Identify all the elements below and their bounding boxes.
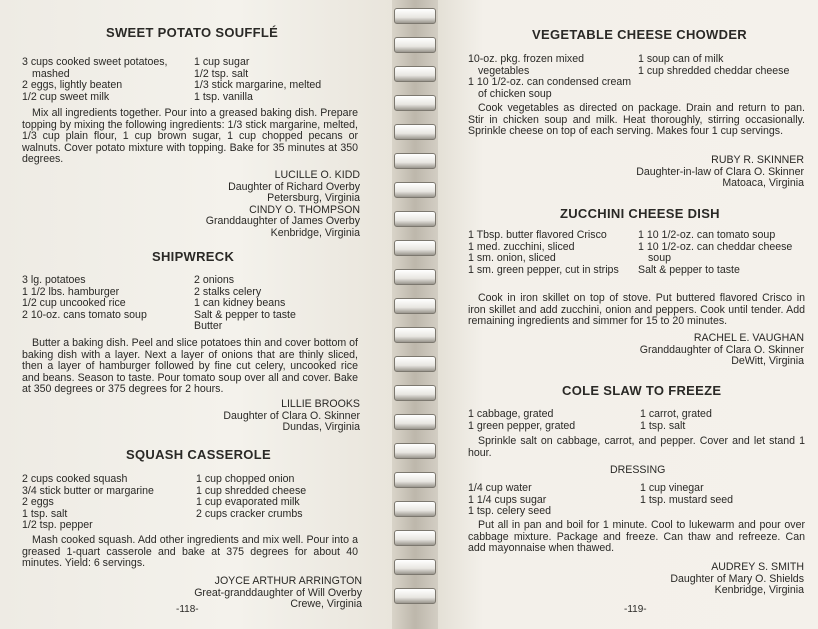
credit-line: Kenbridge, Virginia [270, 226, 360, 239]
binding-ring [394, 182, 436, 198]
ingredients-left-zucchini [468, 230, 638, 276]
credit-line: JOYCE ARTHUR ARRINGTON [214, 575, 362, 587]
binding-ring [394, 588, 436, 604]
ingredient: Salt & pepper to taste [638, 263, 740, 276]
credit-line: CINDY O. THOMPSON [249, 203, 360, 216]
binding-ring [394, 530, 436, 546]
ingredients-left-squash [22, 474, 154, 532]
ingredient: 1 10 1/2-oz. can cheddar cheese soup [638, 240, 793, 265]
ingredient: 1/2 tsp. pepper [22, 519, 93, 532]
ingredients-left-sweet-potato [22, 57, 192, 103]
dressing-ingredients-left [468, 483, 551, 518]
ingredient: Butter [194, 320, 223, 333]
ingredient: 3 cups cooked sweet potatoes, mashed [22, 56, 168, 80]
ingredient: 2 eggs, lightly beaten [22, 79, 123, 92]
ingredients-left-slaw [468, 409, 575, 432]
left-page [0, 0, 392, 629]
recipe-title-shipwreck: SHIPWRECK [152, 249, 235, 264]
credit-line: Crewe, Virginia [290, 598, 362, 611]
binding-ring [394, 414, 436, 430]
ingredient: 1 cup shredded cheese [196, 484, 307, 497]
credit-line: Daughter of Clara O. Skinner [223, 409, 360, 422]
ingredient: 1 tsp. salt [640, 419, 686, 432]
ingredient: 1/3 stick margarine, melted [194, 79, 322, 92]
ingredient: Salt & pepper to taste [194, 308, 296, 321]
recipe-title-cole-slaw-to-freeze: COLE SLAW TO FREEZE [562, 383, 722, 398]
directions-chowder: Cook vegetables as directed on package. Drain and return to pan. Stir in chicken soup and milk. Heat thoroughly, stirring occasionally. Sprinkle cheese on top of each serving. Makes four 1 cup servings. [468, 102, 805, 138]
binding-ring [394, 8, 436, 24]
recipe-title-sweet-potato-souffle: SWEET POTATO SOUFFLÉ [106, 25, 279, 40]
right-page [438, 0, 818, 629]
directions-squash: Mash cooked squash. Add other ingredients and mix well. Pour into a greased 1-quart casserole and bake at 375 degrees for about 40 minutes. Yield: 6 servings. [22, 534, 358, 570]
credit-squash [194, 576, 362, 611]
binding-ring [394, 124, 436, 140]
binding-ring [394, 472, 436, 488]
ingredient: 2 cups cracker crumbs [196, 507, 303, 520]
ingredient: 1 soup can of milk [638, 53, 724, 65]
binding-ring [394, 95, 436, 111]
dressing-heading: DRESSING [610, 464, 666, 476]
ingredient: 1 tsp. mustard seed [640, 493, 734, 506]
dressing-ingredients-right [640, 483, 733, 506]
ingredient: 2 onions [194, 274, 235, 286]
credit-line: Petersburg, Virginia [267, 192, 360, 205]
credit-line: LILLIE BROOKS [281, 398, 360, 410]
binding-ring [394, 66, 436, 82]
binding-ring [394, 37, 436, 53]
binding-ring [394, 153, 436, 169]
directions-sweet-potato: Mix all ingredients together. Pour into a greased baking dish. Prepare topping by mixing the following ingredients: 1/3 stick margarine, melted, 1/3 cup plain flour, 1 cup brown sugar, 1 cup chopped pecans or walnuts. Cover potato mixture with topping. Bake for 35 minutes at 350 degrees. [22, 107, 358, 166]
binding-ring [394, 385, 436, 401]
binding-ring [394, 269, 436, 285]
ingredient: 1 cup shredded cheddar cheese [638, 64, 790, 77]
ingredients-right-chowder [638, 54, 789, 77]
ingredient: 1 sm. onion, sliced [468, 252, 556, 265]
credit-slaw [670, 562, 804, 597]
ingredient: 1 tsp. salt [22, 507, 68, 520]
ingredient: 3/4 stick butter or margarine [22, 484, 154, 497]
ingredient: 1/4 cup water [468, 482, 532, 494]
ingredient: 1 1/2 lbs. hamburger [22, 285, 120, 298]
ingredient: 2 cups cooked squash [22, 473, 128, 485]
binding-ring [394, 356, 436, 372]
recipe-title-squash-casserole: SQUASH CASSEROLE [126, 447, 271, 462]
credit-line: AUDREY S. SMITH [711, 561, 804, 573]
directions-shipwreck: Butter a baking dish. Peel and slice potatoes thin and cover bottom of baking dish with a layer. Next a layer of onions that are thinly sliced, then a layer of hamburger followed by fine cut celery, uncooked rice and beans. Season to taste. Pour tomato soup over all and cover. Bake at 350 degrees or 375 degrees for 2 hours. [22, 337, 358, 396]
ingredient: 1 1/4 cups sugar [468, 493, 547, 506]
credit-line: Great-granddaughter of Will Overby [194, 586, 362, 599]
credit-line: Daughter of Mary O. Shields [670, 572, 804, 585]
ingredient: 3 lg. potatoes [22, 274, 86, 286]
ingredients-right-squash [196, 474, 306, 520]
ingredient: 1 Tbsp. butter flavored Crisco [468, 229, 607, 241]
credit-line: Matoaca, Virginia [722, 177, 804, 190]
ingredient: 2 eggs [22, 496, 54, 509]
directions-dressing: Put all in pan and boil for 1 minute. Cool to lukewarm and pour over cabbage mixture. Package and freeze. Can thaw and refreeze. Can add mayonnaise when thawed. [468, 519, 805, 555]
credit-line: Daughter-in-law of Clara O. Skinner [636, 165, 804, 178]
ingredient: 1 cup sugar [194, 56, 250, 68]
credit-line: DeWitt, Virginia [731, 355, 804, 368]
ingredients-left-chowder [468, 54, 638, 100]
ingredient: 2 10-oz. cans tomato soup [22, 308, 147, 321]
ingredient: 10-oz. pkg. frozen mixed vegetables [468, 53, 584, 77]
ingredients-right-slaw [640, 409, 712, 432]
ingredient: 1 tsp. celery seed [468, 505, 552, 518]
ingredient: 1 10 1/2-oz. can tomato soup [638, 229, 776, 241]
ingredients-right-sweet-potato [194, 57, 321, 103]
binding-ring [394, 443, 436, 459]
ingredient: 1 cup vinegar [640, 482, 704, 494]
ingredients-right-zucchini [638, 230, 818, 276]
recipe-title-vegetable-cheese-chowder: VEGETABLE CHEESE CHOWDER [532, 27, 747, 42]
credit-line: Daughter of Richard Overby [228, 180, 360, 193]
credit-chowder [636, 155, 804, 190]
binding-ring [394, 559, 436, 575]
ingredient: 1/2 cup uncooked rice [22, 297, 126, 310]
ingredient: 1 10 1/2-oz. can condensed cream of chicken soup [468, 76, 632, 100]
page-number-right: -119- [624, 604, 647, 615]
ingredient: 1 cup chopped onion [196, 473, 295, 485]
ingredient: 1 med. zucchini, sliced [468, 240, 575, 253]
directions-zucchini: Cook in iron skillet on top of stove. Put buttered flavored Crisco in iron skillet and add zucchini, onion and peppers. Cook until tender. Add remaining ingredients and simmer for 15 to 20 minutes. [468, 292, 805, 328]
credit-line: LUCILLE O. KIDD [274, 169, 360, 181]
credit-line: Kenbridge, Virginia [714, 584, 804, 597]
credit-line: Granddaughter of James Overby [205, 215, 360, 228]
ingredient: 1/2 tsp. salt [194, 67, 249, 80]
ingredient: 1 tsp. vanilla [194, 90, 253, 103]
credit-shipwreck [223, 399, 360, 434]
credit-sweet-potato [206, 170, 360, 240]
page-number-left: -118- [176, 604, 199, 615]
ingredient: 2 stalks celery [194, 285, 262, 298]
binding-ring [394, 327, 436, 343]
ingredient: 1 can kidney beans [194, 297, 286, 310]
ingredient: 1 cup evaporated milk [196, 496, 300, 509]
credit-line: Granddaughter of Clara O. Skinner [639, 343, 804, 356]
credit-line: Dundas, Virginia [282, 421, 360, 434]
ingredient: 1 sm. green pepper, cut in strips [468, 263, 619, 276]
binding-ring [394, 240, 436, 256]
binding-ring [394, 298, 436, 314]
credit-zucchini [640, 333, 804, 368]
ingredient: 1 carrot, grated [640, 408, 712, 420]
credit-line: RACHEL E. VAUGHAN [693, 332, 804, 344]
ingredient: 1 cabbage, grated [468, 408, 554, 420]
spiral-binding [392, 0, 438, 629]
ingredients-right-shipwreck [194, 275, 296, 333]
directions-slaw: Sprinkle salt on cabbage, carrot, and pepper. Cover and let stand 1 hour. [468, 435, 805, 459]
credit-line: RUBY R. SKINNER [711, 154, 804, 166]
ingredient: 1 green pepper, grated [468, 419, 576, 432]
recipe-title-zucchini-cheese-dish: ZUCCHINI CHEESE DISH [560, 206, 720, 221]
ingredient: 1/2 cup sweet milk [22, 90, 110, 103]
binding-ring [394, 211, 436, 227]
ingredients-left-shipwreck [22, 275, 147, 321]
binding-ring [394, 501, 436, 517]
